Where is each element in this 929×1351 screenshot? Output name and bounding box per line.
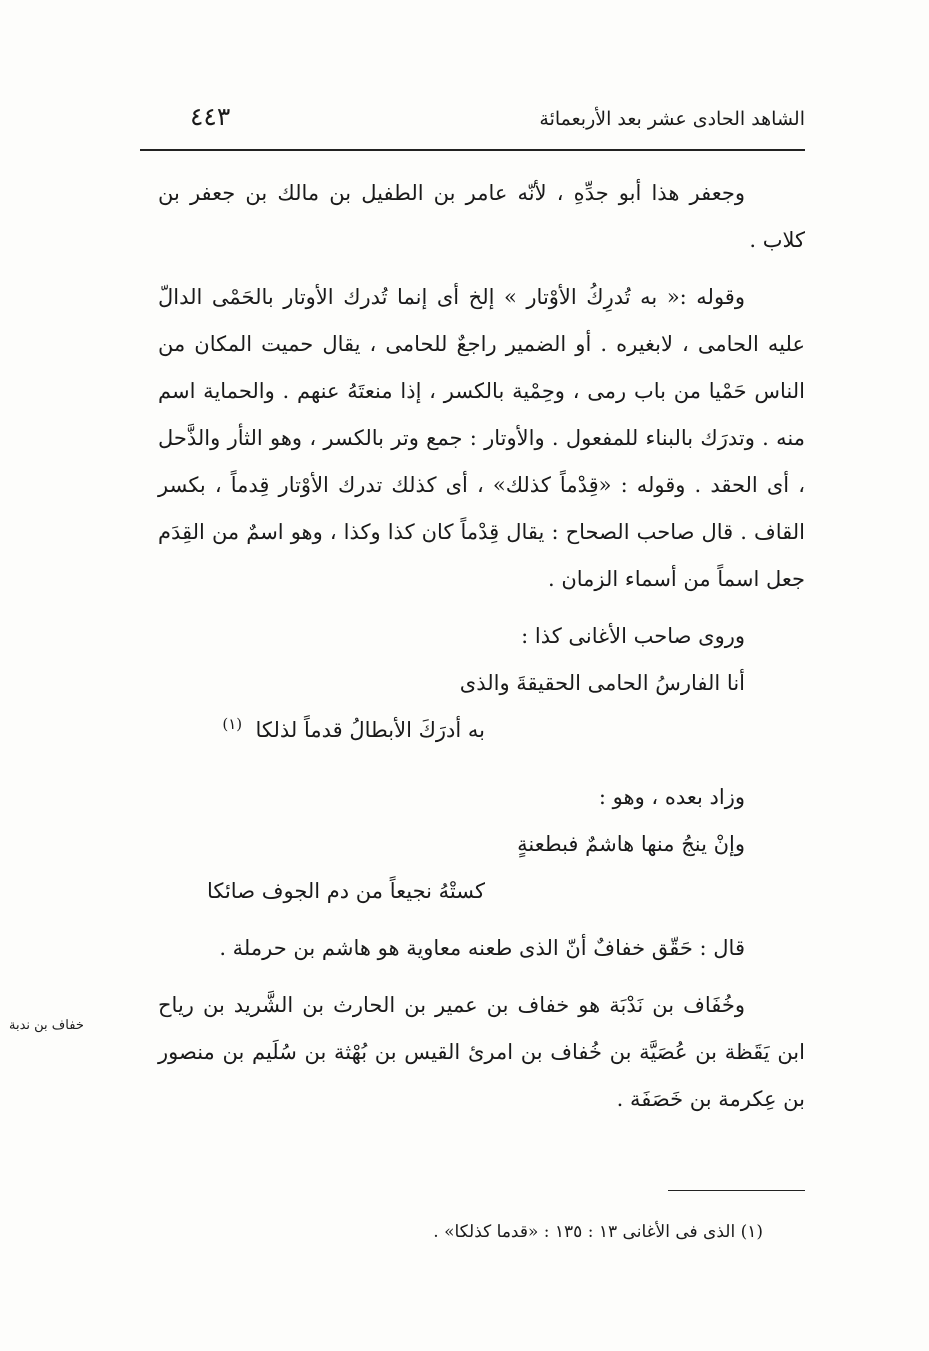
verse-2-first-hemistich: وإنْ ينجُ منها هاشمٌ فبطعنةٍ: [517, 832, 745, 856]
page-header: [140, 96, 805, 142]
paragraph-3: وروى صاحب الأغانى كذا :: [521, 624, 745, 648]
paragraph-6: وخُفَاف بن نَدْبَة هو خفاف بن عمير بن الحارث بن الشَّريد بن رياح ابن يَقَظة بن عُصَيَّة بن خُفاف بن امرئ القيس بن بُهْثة بن سُلَيم بن منصور بن عِكرمة بن خَصَفَة .: [158, 993, 805, 1111]
verse-2-second-hemistich: كستْهُ نجيعاً من دم الجوف صائكا: [206, 879, 485, 903]
paragraph-1: وجعفر هذا أبو جدِّهِ ، لأنّه عامر بن الطفيل بن مالك بن جعفر بن كلاب .: [158, 181, 805, 252]
page-number: ٤٤٣: [190, 102, 231, 131]
footnote-marker: (١): [222, 715, 243, 733]
paragraph-5: قال : حَقّق خفافٌ أنّ الذى طعنه معاوية هو هاشم بن حرملة .: [219, 936, 745, 960]
verse-1-second-text: به أدرَكَ الأبطالُ قدماً لذلكا: [255, 718, 485, 742]
verse-1-second-hemistich: [158, 707, 805, 754]
margin-note: خفاف بن ندبة: [9, 1018, 84, 1033]
running-title: الشاهد الحادى عشر بعد الأربعمائة: [539, 108, 805, 130]
paragraph-4: وزاد بعده ، وهو :: [598, 785, 745, 809]
paragraph-2: وقوله :« به تُدرِكُ الأوْتار » إلخ أى إنما تُدرك الأوتار بالحَمْى الدالّ عليه الحامى ، لابغيره . أو الضمير راجعٌ للحامى ، يقال حميت المكان من الناس حَمْيا من باب رمى ، وحِمْية بالكسر ، إذا منعتَهُ عنهم . والحماية اسم منه . وتدرَك بالبناء للمفعول . والأوتار : جمع وتر بالكسر ، وهو الثأر والذَّحل ، أى الحقد . وقوله : «قِدْماً كذلك» ، أى كذلك تدرك الأوْتار قِدماً ، بكسر القاف . قال صاحب الصحاح : يقال قِدْماً كان كذا وكذا ، وهو اسمٌ من القِدَم جعل اسماً من أسماء الزمان .: [158, 285, 805, 591]
verse-1-first-hemistich: أنا الفارسُ الحامى الحقيقةَ والذى: [459, 671, 745, 695]
footnote-rule: [668, 1190, 805, 1191]
footnote: (١) الذى فى الأغانى ١٣ : ١٣٥ : «قدما كذلكا» .: [433, 1222, 763, 1242]
header-rule: [140, 149, 805, 151]
main-text: [158, 170, 805, 1123]
